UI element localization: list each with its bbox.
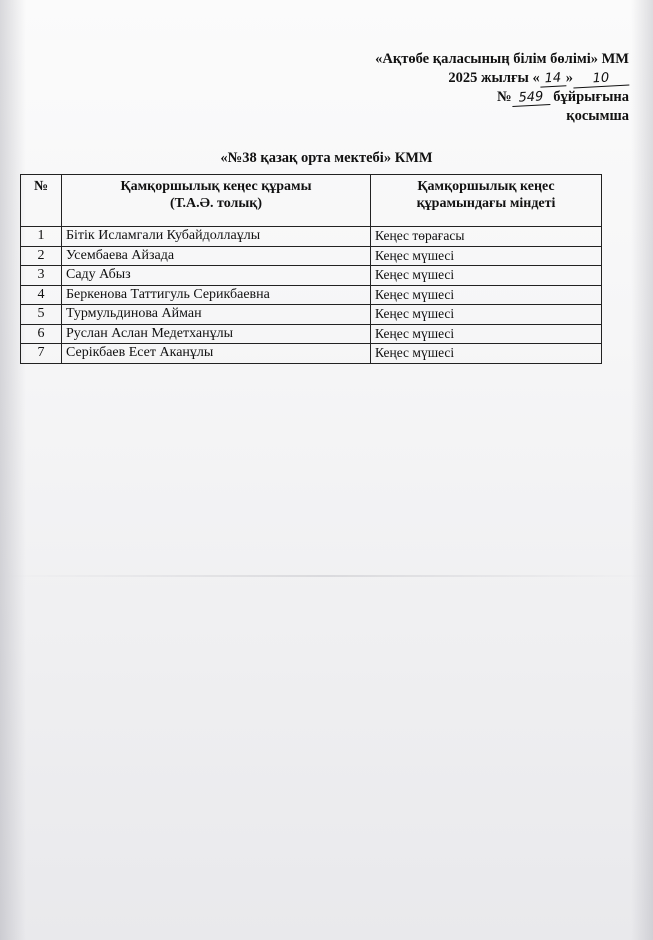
appendix-line: қосымша [566, 108, 629, 124]
row-number: 6 [21, 324, 62, 344]
member-role: Кеңес төрағасы [371, 227, 602, 247]
member-role: Кеңес мүшесі [371, 266, 602, 286]
board-members-table [20, 174, 602, 364]
row-number: 7 [21, 344, 62, 364]
header-name-line2: (Т.А.Ә. толық) [169, 196, 263, 211]
member-role: Кеңес мүшесі [371, 285, 602, 305]
row-number: 4 [21, 285, 62, 305]
table-row [21, 227, 602, 247]
header-role [371, 175, 602, 227]
header-name-line1: Қамқоршылық кеңес құрамы [120, 179, 312, 194]
table-row [21, 285, 602, 305]
member-name: Руслан Аслан Медетханұлы [62, 324, 371, 344]
order-number-line [375, 88, 629, 107]
number-sign: № [497, 89, 512, 105]
member-name: Бітік Исламгали Кубайдоллаұлы [62, 227, 371, 247]
header-role-line2: құрамындағы міндеті [416, 196, 556, 211]
row-number: 2 [21, 246, 62, 266]
member-role: Кеңес мүшесі [371, 344, 602, 364]
date-prefix: 2025 жылғы « [448, 70, 540, 86]
member-name: Турмульдинова Айман [62, 305, 371, 325]
table-header-row [21, 175, 602, 227]
member-role: Кеңес мүшесі [371, 305, 602, 325]
row-number: 3 [21, 266, 62, 286]
table-row [21, 344, 602, 364]
order-word: бұйрығына [553, 89, 629, 105]
header-number: № [21, 175, 62, 227]
page-edge-shadow [0, 0, 26, 940]
paper-fold [0, 575, 653, 577]
row-number: 5 [21, 305, 62, 325]
member-name: Усембаева Айзада [62, 246, 371, 266]
order-header [375, 50, 629, 126]
table-row [21, 305, 602, 325]
org-line: «Ақтөбе қаласының білім бөлімі» ММ [375, 51, 629, 67]
member-name: Беркенова Таттигуль Серикбаевна [62, 285, 371, 305]
date-month-handwritten: 10 [573, 70, 630, 89]
table-row [21, 246, 602, 266]
header-role-line1: Қамқоршылық кеңес [417, 179, 555, 194]
row-number: 1 [21, 227, 62, 247]
order-number-handwritten: 549 [511, 89, 550, 107]
page-edge-shadow [631, 0, 653, 940]
table-row [21, 324, 602, 344]
member-name: Саду Абыз [62, 266, 371, 286]
header-member-name [62, 175, 371, 227]
school-title: «№38 қазақ орта мектебі» КММ [220, 150, 433, 166]
member-role: Кеңес мүшесі [371, 246, 602, 266]
member-role: Кеңес мүшесі [371, 324, 602, 344]
table-row [21, 266, 602, 286]
date-day-handwritten: 14 [539, 70, 566, 87]
date-separator: » [565, 70, 573, 86]
member-name: Серікбаев Есет Аканұлы [62, 344, 371, 364]
date-line [375, 69, 629, 88]
